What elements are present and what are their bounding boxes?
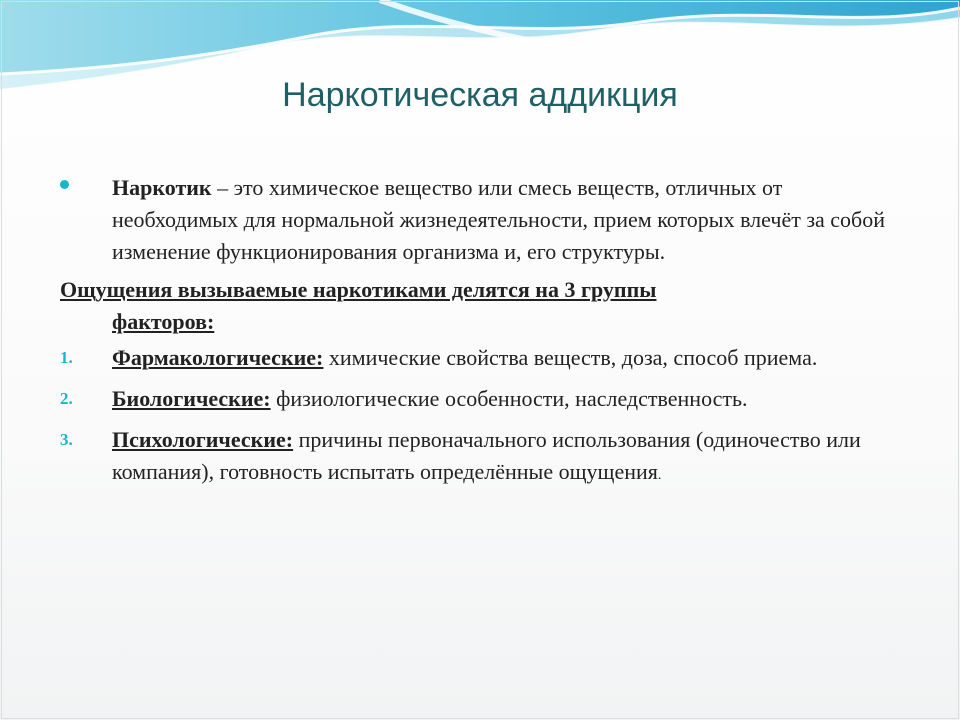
factor-term: Фармакологические:	[112, 345, 324, 370]
factor-text: химические свойства веществ, доза, способ приема.	[323, 345, 818, 370]
bullet-dot-icon	[60, 180, 69, 189]
factors-heading	[60, 274, 910, 338]
factor-trailing-dot: .	[657, 468, 662, 483]
definition-text: – это химическое вещество или смесь веществ, отличных от необходимых для нормальной жизнедеятельности, прием которых влечёт за собой изменение функционирования организма и, его структуры.	[112, 175, 886, 264]
factor-term: Психологические:	[112, 427, 294, 452]
factor-text: физиологические особенности, наследственность.	[270, 386, 748, 411]
definition-bullet	[60, 172, 910, 268]
factor-term: Биологические:	[112, 386, 271, 411]
factor-item-pharmacological	[60, 342, 910, 374]
factor-item-biological	[60, 383, 910, 415]
factors-heading-line1: Ощущения вызываемые наркотиками делятся на 3 группы	[60, 277, 657, 302]
definition-term: Наркотик	[112, 175, 212, 200]
factor-number: 1.	[60, 348, 73, 367]
factor-text: причины первоначального использования (одиночество или компания), готовность испытать определённые ощущения	[112, 427, 861, 484]
factors-heading-line2: факторов:	[112, 309, 215, 334]
factor-number: 3.	[60, 430, 73, 449]
factor-number: 2.	[60, 389, 73, 408]
slide-content	[60, 172, 910, 501]
factor-item-psychological	[60, 424, 910, 492]
slide-title: Наркотическая аддикция	[282, 76, 678, 114]
